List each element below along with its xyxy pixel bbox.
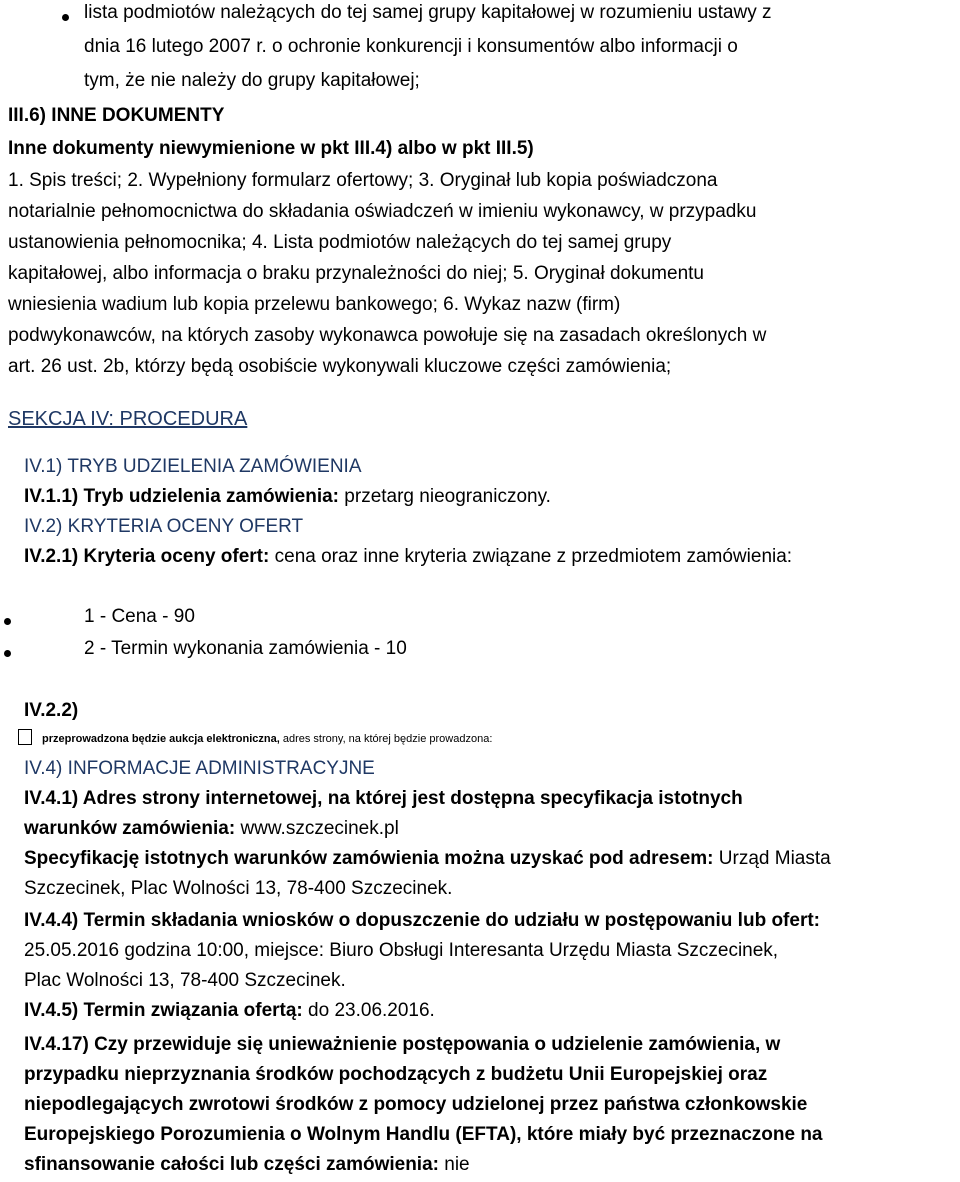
field-label: Specyfikację istotnych warunków zamówienia można uzyskać pod adresem: — [24, 848, 714, 869]
field-label: przypadku nieprzyznania środków pochodzących z budżetu Unii Europejskiej oraz — [24, 1064, 768, 1085]
field-label: IV.2.1) Kryteria oceny ofert: — [24, 546, 270, 567]
paragraph-line — [8, 170, 718, 192]
paragraph-line: ustanowienia pełnomocnika; 4. Lista podmiotów należących do tej samej grupy — [8, 232, 672, 253]
paragraph-text: Oryginał lub kopia poświadczona — [439, 170, 718, 191]
bullet — [4, 618, 11, 625]
criteria-item: 2 - Termin wykonania zamówienia - 10 — [84, 638, 407, 659]
list-item-line: lista podmiotów należących do tej samej grupy kapitałowej w rozumieniu ustawy z — [84, 2, 772, 23]
subsection-heading: IV.2) KRYTERIA OCENY OFERT — [24, 516, 304, 537]
field-row — [24, 1000, 435, 1022]
field-value: cena oraz inne kryteria związane z przedmiotem zamówienia: — [274, 546, 793, 567]
list-item-line: dnia 16 lutego 2007 r. o ochronie konkurencji i konsumentów albo informacji o — [84, 36, 738, 57]
field-label: IV.4.17) Czy przewiduje się unieważnienie postępowania o udzielenie zamówienia, w — [24, 1034, 781, 1055]
field-value: Plac Wolności 13, 78-400 Szczecinek. — [24, 970, 346, 991]
field-value: do 23.06.2016. — [308, 1000, 435, 1021]
field-label: niepodlegających zwrotowi środków z pomocy udzielonej przez państwa członkowskie — [24, 1094, 808, 1115]
paragraph-line: kapitałowej, albo informacja o braku przynależności do niej; 5. Oryginał dokumentu — [8, 263, 704, 284]
field-row — [24, 818, 399, 840]
field-row — [24, 546, 792, 568]
auction-label: przeprowadzona będzie aukcja elektroniczna, — [42, 733, 280, 745]
paragraph-text: 1. Spis treści; 2. Wypełniony formularz ofertowy; 3. — [8, 170, 435, 191]
section-heading: III.6) INNE DOKUMENTY — [8, 105, 225, 126]
field-value: Urząd Miasta — [718, 848, 831, 869]
bullet — [4, 650, 11, 657]
section-subheading: Inne dokumenty niewymienione w pkt III.4) albo w pkt III.5) — [8, 138, 534, 159]
field-label: IV.2.2) — [24, 700, 79, 721]
field-label: warunków zamówienia: — [24, 818, 236, 839]
field-value: przetarg nieograniczony. — [344, 486, 551, 507]
bullet — [62, 14, 69, 21]
field-row — [24, 486, 551, 508]
subsection-heading: IV.1) TRYB UDZIELENIA ZAMÓWIENIA — [24, 456, 362, 477]
list-item-line: tym, że nie należy do grupy kapitałowej; — [84, 70, 420, 91]
field-row — [24, 848, 831, 870]
paragraph-line: art. 26 ust. 2b, którzy będą osobiście wykonywali kluczowe części zamówienia; — [8, 356, 672, 377]
criteria-item: 1 - Cena - 90 — [84, 606, 195, 627]
field-label: IV.4.1) Adres strony internetowej, na której jest dostępna specyfikacja istotnych — [24, 788, 743, 809]
auction-checkbox[interactable] — [18, 729, 32, 745]
paragraph-line: wniesienia wadium lub kopia przelewu bankowego; 6. Wykaz nazw (firm) — [8, 294, 621, 315]
field-value: 25.05.2016 godzina 10:00, miejsce: Biuro Obsługi Interesanta Urzędu Miasta Szczecinek, — [24, 940, 779, 961]
field-label: IV.1.1) Tryb udzielenia zamówienia: — [24, 486, 340, 507]
field-value: Szczecinek, Plac Wolności 13, 78-400 Szczecinek. — [24, 878, 453, 899]
field-value: nie — [444, 1154, 470, 1175]
auction-text: adres strony, na której będzie prowadzona: — [282, 733, 493, 745]
subsection-heading: IV.4) INFORMACJE ADMINISTRACYJNE — [24, 758, 375, 779]
website-link[interactable]: www.szczecinek.pl — [240, 818, 399, 839]
paragraph-line: podwykonawców, na których zasoby wykonawca powołuje się na zasadach określonych w — [8, 325, 767, 346]
section-title: SEKCJA IV: PROCEDURA — [8, 408, 248, 430]
field-label: IV.4.5) Termin związania ofertą: — [24, 1000, 303, 1021]
auction-line — [42, 733, 492, 745]
field-label: sfinansowanie całości lub części zamówienia: — [24, 1154, 439, 1175]
field-row — [24, 1154, 470, 1176]
paragraph-line: notarialnie pełnomocnictwa do składania oświadczeń w imieniu wykonawcy, w przypadku — [8, 201, 757, 222]
field-label: IV.4.4) Termin składania wniosków o dopuszczenie do udziału w postępowaniu lub ofert: — [24, 910, 820, 931]
field-label: Europejskiego Porozumienia o Wolnym Handlu (EFTA), które miały być przeznaczone na — [24, 1124, 823, 1145]
